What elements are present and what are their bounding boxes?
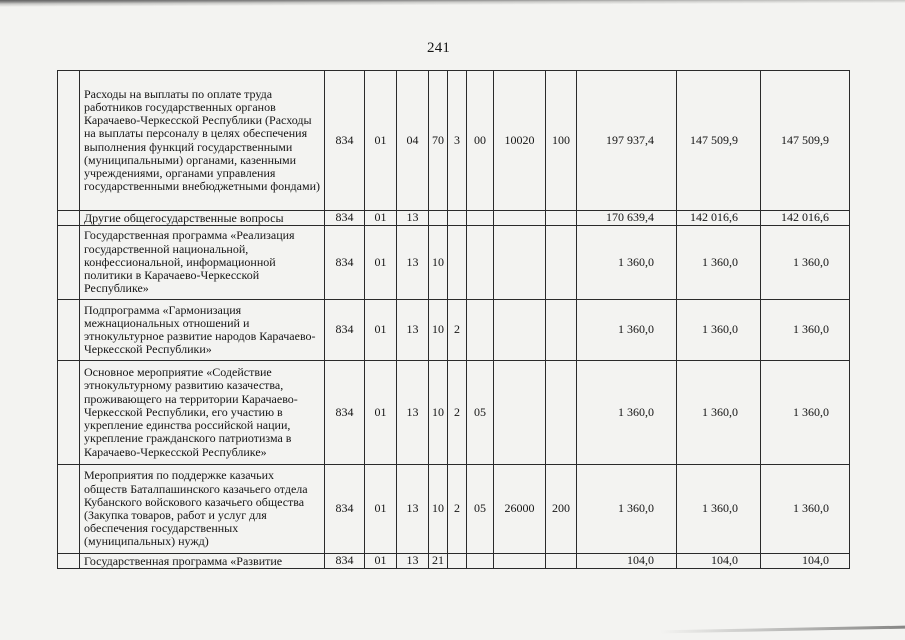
row-number-cell (58, 554, 80, 569)
amount-year-2: 142 016,6 (677, 211, 761, 226)
row-name: Другие общегосударственные вопросы (80, 211, 325, 226)
code-pr: 13 (397, 361, 429, 465)
code-event (467, 211, 494, 226)
code-gr: 834 (325, 71, 365, 211)
code-rz: 01 (365, 71, 397, 211)
code-program: 21 (429, 554, 448, 569)
code-expense-type (546, 211, 577, 226)
amount-year-3: 1 360,0 (761, 226, 850, 300)
code-direction: 26000 (494, 465, 546, 554)
code-pr: 04 (397, 71, 429, 211)
code-gr: 834 (325, 226, 365, 300)
code-expense-type (546, 554, 577, 569)
code-expense-type: 200 (546, 465, 577, 554)
code-program (429, 211, 448, 226)
code-expense-type (546, 226, 577, 300)
code-event (467, 300, 494, 361)
code-gr: 834 (325, 361, 365, 465)
code-rz: 01 (365, 300, 397, 361)
code-gr: 834 (325, 465, 365, 554)
code-subprogram: 3 (448, 71, 467, 211)
code-event (467, 554, 494, 569)
code-expense-type (546, 361, 577, 465)
budget-table (57, 70, 850, 569)
code-pr: 13 (397, 211, 429, 226)
row-number-cell (58, 300, 80, 361)
amount-year-3: 142 016,6 (761, 211, 850, 226)
table-row (58, 361, 850, 465)
code-rz: 01 (365, 211, 397, 226)
row-name: Основное мероприятие «Содействие этнокультурному развитию казачества, проживающего на территории Карачаево-Черкесской Республики, его участию в укрепление единства российской нации, укрепление гражданского патриотизма в Карачаево-Черкесской Республике» (80, 361, 325, 465)
code-gr: 834 (325, 300, 365, 361)
code-event: 00 (467, 71, 494, 211)
amount-year-1: 1 360,0 (577, 226, 677, 300)
amount-year-2: 147 509,9 (677, 71, 761, 211)
code-pr: 13 (397, 465, 429, 554)
code-rz: 01 (365, 465, 397, 554)
row-name: Государственная программа «Реализация государственной национальной, конфессиональной, информационной политики в Карачаево-Черкесской Республике» (80, 226, 325, 300)
row-number-cell (58, 71, 80, 211)
amount-year-3: 104,0 (761, 554, 850, 569)
table-row (58, 300, 850, 361)
code-subprogram (448, 211, 467, 226)
table-row (58, 554, 850, 569)
code-gr: 834 (325, 211, 365, 226)
code-subprogram: 2 (448, 361, 467, 465)
table-row (58, 71, 850, 211)
amount-year-3: 1 360,0 (761, 300, 850, 361)
amount-year-1: 1 360,0 (577, 300, 677, 361)
code-gr: 834 (325, 554, 365, 569)
code-subprogram: 2 (448, 465, 467, 554)
amount-year-3: 147 509,9 (761, 71, 850, 211)
code-expense-type: 100 (546, 71, 577, 211)
row-number-cell (58, 465, 80, 554)
code-program: 10 (429, 361, 448, 465)
amount-year-3: 1 360,0 (761, 465, 850, 554)
table-row (58, 211, 850, 226)
code-subprogram (448, 554, 467, 569)
row-name: Расходы на выплаты по оплате труда работников государственных органов Карачаево-Черкесской Республики (Расходы на выплаты персоналу в целях обеспечения выполнения функций государственными (муниципальными) органами, казенными учреждениями, органами управления государственными внебюджетными фондами) (80, 71, 325, 211)
code-pr: 13 (397, 300, 429, 361)
code-direction: 10020 (494, 71, 546, 211)
amount-year-2: 1 360,0 (677, 361, 761, 465)
amount-year-2: 1 360,0 (677, 300, 761, 361)
code-direction (494, 361, 546, 465)
code-subprogram: 2 (448, 300, 467, 361)
code-event: 05 (467, 361, 494, 465)
page-number: 241 (427, 40, 451, 56)
code-program: 10 (429, 465, 448, 554)
code-direction (494, 300, 546, 361)
row-name: Подпрограмма «Гармонизация межнациональных отношений и этнокультурное развитие народов Карачаево-Черкесской Республики» (80, 300, 325, 361)
table-row (58, 465, 850, 554)
code-program: 10 (429, 300, 448, 361)
code-direction (494, 554, 546, 569)
code-rz: 01 (365, 361, 397, 465)
row-number-cell (58, 211, 80, 226)
amount-year-2: 1 360,0 (677, 226, 761, 300)
code-direction (494, 211, 546, 226)
row-name: Государственная программа «Развитие (80, 554, 325, 569)
code-event: 05 (467, 465, 494, 554)
code-expense-type (546, 300, 577, 361)
amount-year-3: 1 360,0 (761, 361, 850, 465)
amount-year-1: 197 937,4 (577, 71, 677, 211)
amount-year-2: 1 360,0 (677, 465, 761, 554)
scan-bottom-mark (660, 626, 905, 634)
code-program: 70 (429, 71, 448, 211)
scan-top-edge (0, 0, 905, 7)
amount-year-1: 170 639,4 (577, 211, 677, 226)
amount-year-2: 104,0 (677, 554, 761, 569)
row-number-cell (58, 226, 80, 300)
code-subprogram (448, 226, 467, 300)
amount-year-1: 104,0 (577, 554, 677, 569)
code-direction (494, 226, 546, 300)
code-event (467, 226, 494, 300)
row-number-cell (58, 361, 80, 465)
code-pr: 13 (397, 554, 429, 569)
amount-year-1: 1 360,0 (577, 465, 677, 554)
code-pr: 13 (397, 226, 429, 300)
table-row (58, 226, 850, 300)
code-program: 10 (429, 226, 448, 300)
row-name: Мероприятия по поддержке казачьих обществ Баталпашинского казачьего отдела Кубанского войскового казачьего общества (Закупка товаров, работ и услуг для обеспечения государственных (муниципальных) нужд) (80, 465, 325, 554)
code-rz: 01 (365, 226, 397, 300)
amount-year-1: 1 360,0 (577, 361, 677, 465)
code-rz: 01 (365, 554, 397, 569)
